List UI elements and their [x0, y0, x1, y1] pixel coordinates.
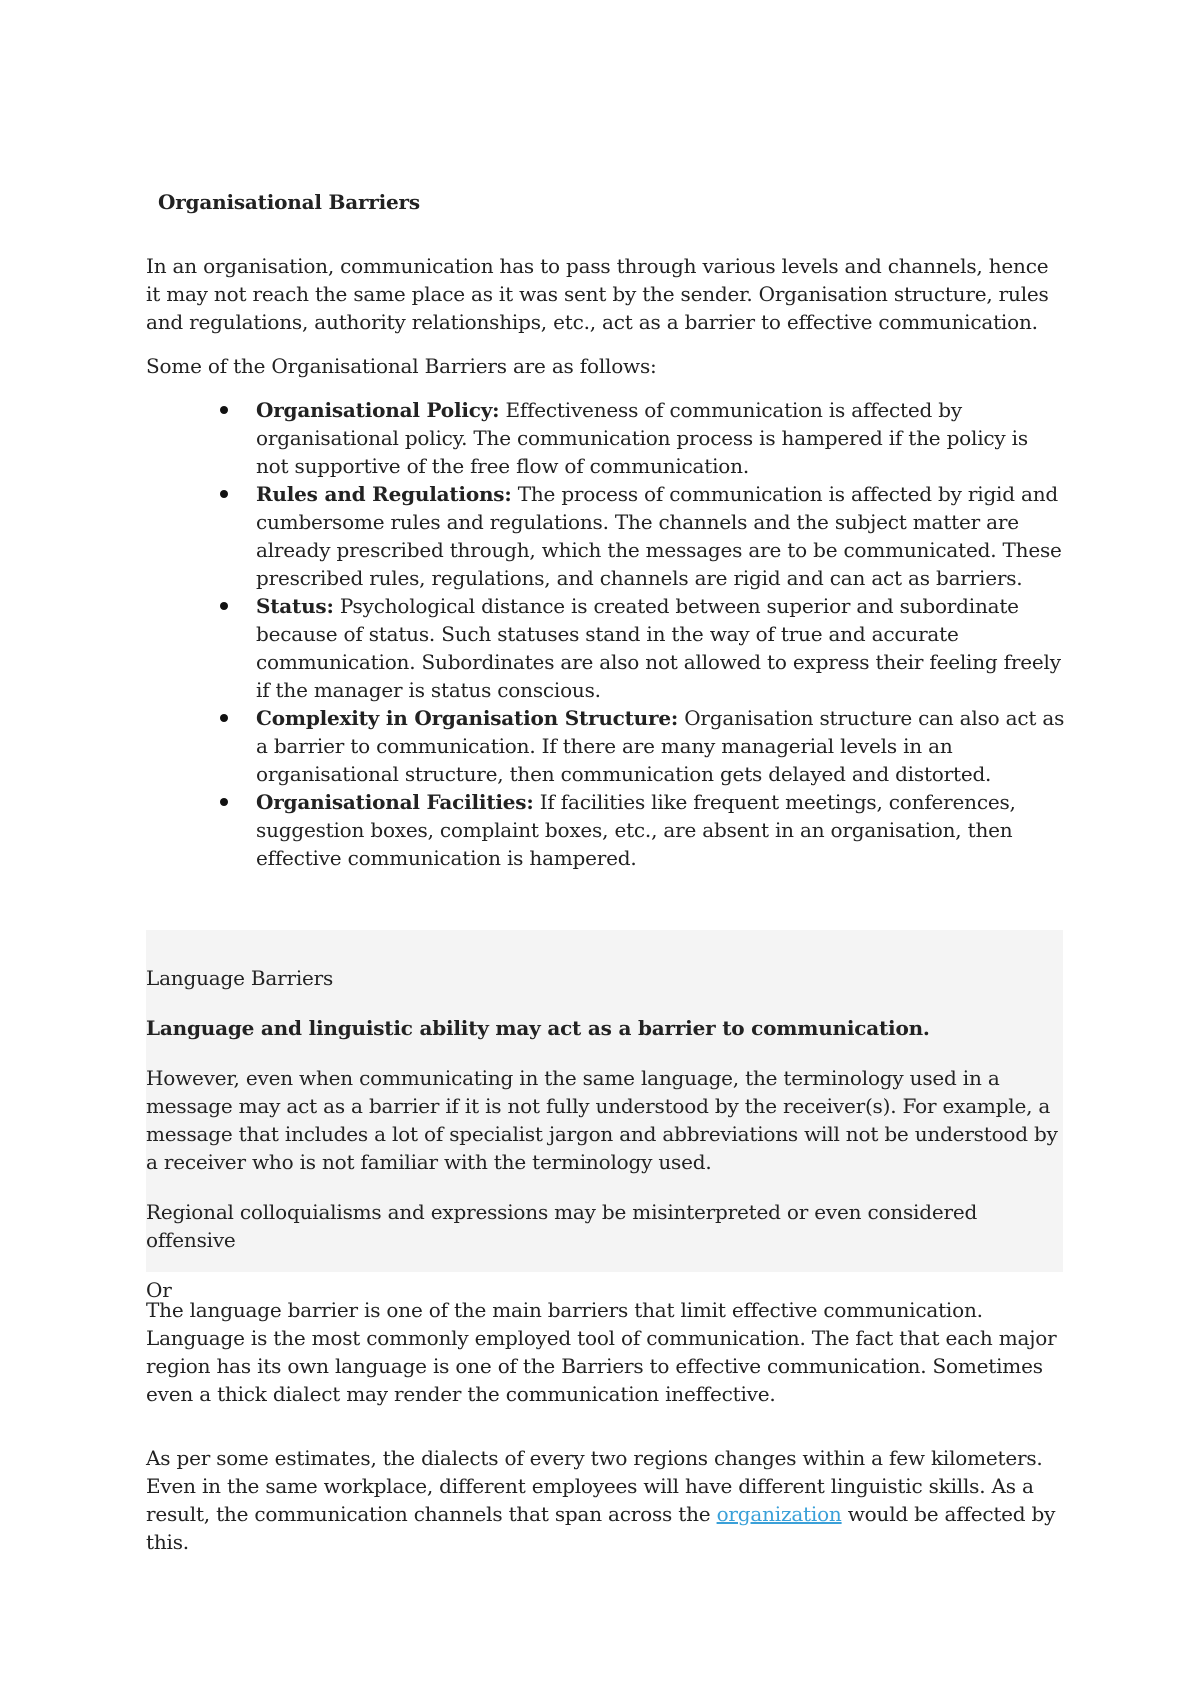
- organization-link[interactable]: organization: [716, 1502, 842, 1526]
- section-language-detail: [146, 1296, 1066, 1592]
- barrier-list: [146, 396, 1066, 872]
- item-term: Complexity in Organisation Structure:: [256, 706, 679, 730]
- list-item: [256, 396, 1066, 480]
- item-term: Status:: [256, 594, 334, 618]
- paragraph: Regional colloquialisms and expressions may be misinterpreted or even considered offensive: [146, 1200, 978, 1252]
- section-language-barriers: [146, 964, 1066, 1326]
- list-item: [256, 592, 1066, 704]
- item-text: Organisation structure can also act as a barrier to communication. If there are many managerial levels in an organisational structure, then communication gets delayed and distorted.: [256, 706, 1065, 786]
- item-text: The process of communication is affected by rigid and cumbersome rules and regulations. The channels and the subject matter are already prescribed through, which the messages are to be communicated. These prescribed rules, regulations, and channels are rigid and can act as barriers.: [256, 482, 1062, 590]
- item-text: If facilities like frequent meetings, conferences, suggestion boxes, complaint boxes, etc., are absent in an organisation, then effective communication is hampered.: [256, 790, 1016, 870]
- paragraph: However, even when communicating in the same language, the terminology used in a message may act as a barrier if it is not fully understood by the receiver(s). For example, a message that includes a lot of specialist jargon and abbreviations will not be understood by a receiver who is not familiar with the terminology used.: [146, 1066, 1058, 1174]
- list-item: [256, 704, 1066, 788]
- item-text: Effectiveness of communication is affected by organisational policy. The communication process is hampered if the policy is not supportive of the free flow of communication.: [256, 398, 1028, 478]
- text-run: As per some estimates, the dialects of every two regions changes within a few kilometers. Even in the same workplace, different employees will have different linguistic skills. As a result, the communication channels that span across the: [146, 1446, 1043, 1526]
- text-run: would be affected by this.: [146, 1502, 1056, 1554]
- item-term: Organisational Policy:: [256, 398, 500, 422]
- or-line: Or: [146, 1278, 172, 1302]
- lead-sentence: Language and linguistic ability may act as a barrier to communication.: [146, 1016, 930, 1040]
- paragraph: [146, 1444, 1066, 1556]
- section-title: Organisational Barriers: [158, 190, 420, 214]
- list-lead: Some of the Organisational Barriers are as follows:: [146, 354, 657, 378]
- item-term: Organisational Facilities:: [256, 790, 534, 814]
- list-item: [256, 788, 1066, 872]
- list-item: [256, 480, 1066, 592]
- item-text: Psychological distance is created between superior and subordinate because of status. Such statuses stand in the way of true and accurate communication. Subordinates are also not allowed to express their feeling freely if the manager is status conscious.: [256, 594, 1061, 702]
- section-organisational-barriers: [146, 188, 1066, 872]
- intro-paragraph: In an organisation, communication has to pass through various levels and channels, hence it may not reach the same place as it was sent by the sender. Organisation structure, rules and regulations, authority relationships, etc., act as a barrier to effective communication.: [146, 254, 1049, 334]
- item-term: Rules and Regulations:: [256, 482, 512, 506]
- section-heading: Language Barriers: [146, 966, 334, 990]
- paragraph: The language barrier is one of the main barriers that limit effective communication. Language is the most commonly employed tool of communication. The fact that each major region has its own language is one of the Barriers to effective communication. Sometimes even a thick dialect may render the communication ineffective.: [146, 1298, 1057, 1406]
